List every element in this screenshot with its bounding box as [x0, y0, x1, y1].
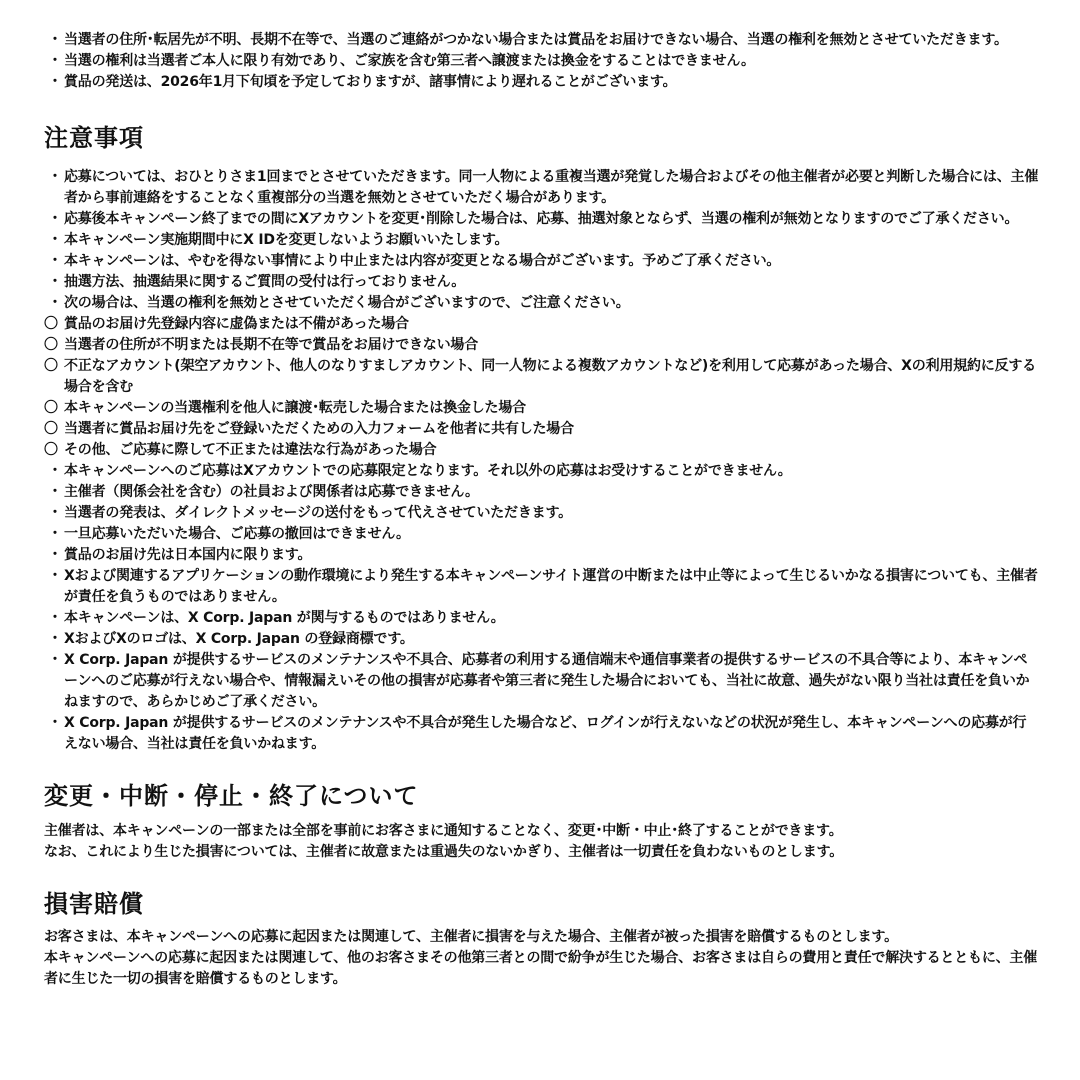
damage-heading: 損害賠償 — [44, 890, 144, 918]
damage-paragraph: 本キャンペーンへの応募に起因または関連して、他のお客さまその他第三者との間で紛争が生じた場合、お客さまは自らの費用と責任で解決するとともに、主催者に生じた一切の損害を賠償するものとします。 — [44, 950, 1038, 987]
intro-list — [44, 30, 1040, 93]
list-item: ・ 主催者（関係会社を含む）の社員および関係者は応募できません。 — [44, 482, 1040, 503]
condition-item: 〇 本キャンペーンの当選権利を他人に譲渡･転売した場合または換金した場合 — [44, 398, 1040, 419]
list-item: ・ X Corp. Japan が提供するサービスのメンテナンスや不具合、応募者の利用する通信端末や通信事業者の提供するサービスの不具合等により、本キャンペーンへのご応募が行えない場合や、情報漏えいその他の損害が応募者や第三者に発生した場合においても、当社に故意、過失がない限り当社は責任を負いかねますので、あらかじめご了承ください。 — [48, 652, 1030, 710]
bullet-mark: ・ — [48, 53, 62, 69]
bullet-mark: ・ — [48, 274, 62, 290]
bullet-mark: ・ — [48, 715, 62, 731]
bullet-mark: ・ — [48, 484, 62, 500]
condition-item: 〇 当選者の住所が不明または長期不在等で賞品をお届けできない場合 — [44, 335, 1040, 356]
list-item: ・ 当選者の発表は、ダイレクトメッセージの送付をもって代えさせていただきます。 — [44, 503, 1040, 524]
circle-mark: 〇 — [44, 316, 58, 332]
list-item: ・ 一旦応募いただいた場合、ご応募の撤回はできません。 — [44, 524, 1040, 545]
change-section — [44, 821, 1040, 863]
bullet-mark: ・ — [48, 505, 62, 521]
condition-item: 〇 当選者に賞品お届け先をご登録いただくための入力フォームを他者に共有した場合 — [44, 419, 1040, 440]
list-item: ・ 当選の権利は当選者ご本人に限り有効であり、ご家族を含む第三者へ譲渡または換金をすることはできません。 — [44, 51, 1040, 72]
change-paragraph: 主催者は、本キャンペーンの一部または全部を事前にお客さまに通知することなく、変更･中断・中止･終了することができます。 — [44, 823, 843, 839]
list-item: ・ 本キャンペーンへのご応募はXアカウントでの応募限定となります。それ以外の応募はお受けすることができません。 — [44, 461, 1040, 482]
list-item: ・ 賞品の発送は、2026年1月下旬頃を予定しておりますが、諸事情により遅れることがございます。 — [44, 72, 1040, 93]
circle-mark: 〇 — [44, 400, 58, 416]
list-item: ・ X Corp. Japan が提供するサービスのメンテナンスや不具合が発生した場合など、ログインが行えないなどの状況が発生し、本キャンペーンへの応募が行えない場合、当社は責任を負いかねます。 — [48, 715, 1027, 752]
bullet-mark: ・ — [48, 32, 62, 48]
condition-item: 〇 賞品のお届け先登録内容に虚偽または不備があった場合 — [44, 314, 1040, 335]
bullet-mark: ・ — [48, 295, 62, 311]
damage-section — [44, 927, 1040, 990]
bullet-mark: ・ — [48, 169, 62, 185]
change-paragraph: なお、これにより生じた損害については、主催者に故意または重過失のないかぎり、主催者は一切責任を負わないものとします。 — [44, 844, 843, 860]
bullet-mark: ・ — [48, 253, 62, 269]
list-item: ・ Xおよび関連するアプリケーションの動作環境により発生する本キャンペーンサイト運営の中断または中止等によって生じるいかなる損害についても、主催者が責任を負うものではありません。 — [48, 568, 1038, 605]
list-item: ・ 本キャンペーンは、やむを得ない事情により中止または内容が変更となる場合がございます。予めご了承ください。 — [44, 251, 1040, 272]
circle-mark: 〇 — [44, 358, 58, 374]
bullet-mark: ・ — [48, 652, 62, 668]
list-item: ・ 応募後本キャンペーン終了までの間にXアカウントを変更･削除した場合は、応募、抽選対象とならず、当選の権利が無効となりますのでご了承ください。 — [44, 209, 1040, 230]
notes-list — [44, 167, 1040, 755]
circle-mark: 〇 — [44, 442, 58, 458]
list-item: ・ XおよびXのロゴは、X Corp. Japan の登録商標です。 — [44, 629, 1040, 650]
bullet-mark: ・ — [48, 610, 62, 626]
list-item: ・ 本キャンペーンは、X Corp. Japan が関与するものではありません。 — [44, 608, 1040, 629]
bullet-mark: ・ — [48, 232, 62, 248]
list-item: ・ 当選者の住所･転居先が不明、長期不在等で、当選のご連絡がつかない場合または賞品をお届けできない場合、当選の権利を無効とさせていただきます。 — [44, 30, 1040, 51]
circle-mark: 〇 — [44, 421, 58, 437]
list-item: ・ 次の場合は、当選の権利を無効とさせていただく場合がございますので、ご注意ください。 — [44, 293, 1040, 314]
list-item: ・ 抽選方法、抽選結果に関するご質問の受付は行っておりません。 — [44, 272, 1040, 293]
condition-item: 〇 不正なアカウント(架空アカウント、他人のなりすましアカウント、同一人物による複数アカウントなど)を利用して応募があった場合、Xの利用規約に反する場合を含む — [44, 358, 1036, 395]
bullet-mark: ・ — [48, 631, 62, 647]
bullet-mark: ・ — [48, 211, 62, 227]
condition-item: 〇 その他、ご応募に際して不正または違法な行為があった場合 — [44, 440, 1040, 461]
notes-heading: 注意事項 — [44, 124, 144, 152]
bullet-mark: ・ — [48, 547, 62, 563]
circle-mark: 〇 — [44, 337, 58, 353]
list-item: ・ 本キャンペーン実施期間中にX IDを変更しないようお願いいたします。 — [44, 230, 1040, 251]
change-heading: 変更・中断・停止・終了について — [44, 782, 419, 810]
damage-paragraph: お客さまは、本キャンペーンへの応募に起因または関連して、主催者に損害を与えた場合、主催者が被った損害を賠償するものとします。 — [44, 929, 898, 945]
bullet-mark: ・ — [48, 463, 62, 479]
list-item: ・ 賞品のお届け先は日本国内に限ります。 — [44, 545, 1040, 566]
list-item: ・ 応募については、おひとりさま1回までとさせていただきます。同一人物による重複当選が発覚した場合およびその他主催者が必要と判断した場合には、主催者から事前連絡をすることなく重複部分の当選を無効とさせていただく場合があります。 — [48, 169, 1039, 206]
bullet-mark: ・ — [48, 526, 62, 542]
bullet-mark: ・ — [48, 568, 62, 584]
bullet-mark: ・ — [48, 74, 62, 90]
